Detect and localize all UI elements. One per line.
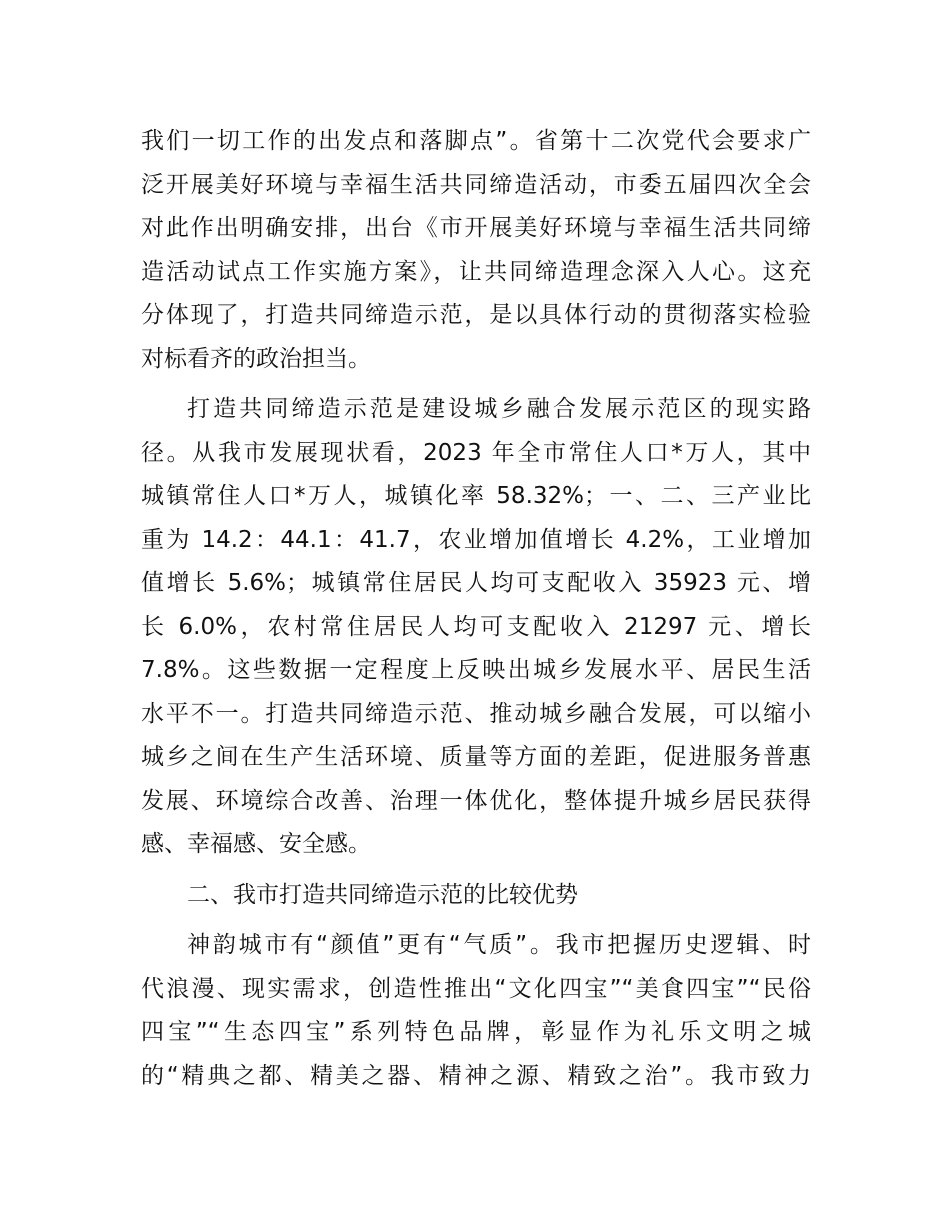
text-line: 泛开展美好环境与幸福生活共同缔造活动，市委五届四次全会	[141, 171, 811, 198]
text-line: 重为 14.2：44.1：41.7，农业增加值增长 4.2%，工业增加	[141, 526, 811, 553]
paragraph-3	[141, 924, 811, 1098]
text-line: 城镇常住人口*万人，城镇化率 58.32%；一、二、三产业比	[141, 483, 811, 509]
text-line: 我们一切工作的出发点和落脚点”。省第十二次党代会要求广	[141, 128, 811, 154]
text-line: 四宝”“生态四宝”系列特色品牌，彰显作为礼乐文明之城	[141, 1019, 811, 1045]
text-line: 造活动试点工作实施方案》，让共同缔造理念深入人心。这充	[141, 258, 811, 285]
text-line: 城乡之间在生产生活环境、质量等方面的差距，促进服务普惠	[141, 744, 811, 770]
section-heading	[141, 874, 811, 918]
text-line: 分体现了，打造共同缔造示范，是以具体行动的贯彻落实检验	[141, 302, 811, 328]
document-body	[141, 120, 811, 1105]
text-line: 代浪漫、现实需求，创造性推出“文化四宝”“美食四宝”“民俗	[141, 975, 811, 1002]
text-line: 感、幸福感、安全感。	[141, 831, 371, 857]
paragraph-2	[141, 388, 811, 867]
text-line: 的“精典之都、精美之器、精神之源、精致之治”。我市致力	[141, 1062, 811, 1089]
text-line: 神韵城市有“颜值”更有“气质”。我市把握历史逻辑、时	[187, 932, 811, 958]
paragraph-1	[141, 120, 811, 381]
text-line: 值增长 5.6%；城镇常住居民人均可支配收入 35923 元、增	[141, 570, 811, 596]
text-line: 发展、环境综合改善、治理一体优化，整体提升城乡居民获得	[141, 787, 811, 814]
text-line: 7.8%。这些数据一定程度上反映出城乡发展水平、居民生活	[141, 657, 811, 683]
text-line: 打造共同缔造示范是建设城乡融合发展示范区的现实路	[187, 396, 811, 422]
text-line: 径。从我市发展现状看，2023 年全市常住人口*万人，其中	[141, 439, 811, 466]
text-line: 对此作出明确安排，出台《市开展美好环境与幸福生活共同缔	[141, 215, 811, 241]
text-line: 对标看齐的政治担当。	[141, 345, 371, 372]
text-line: 水平不一。打造共同缔造示范、推动城乡融合发展，可以缩小	[141, 700, 811, 727]
text-line: 长 6.0%，农村常住居民人均可支配收入 21297 元、增长	[141, 613, 811, 640]
heading-text: 二、我市打造共同缔造示范的比较优势	[187, 881, 578, 908]
